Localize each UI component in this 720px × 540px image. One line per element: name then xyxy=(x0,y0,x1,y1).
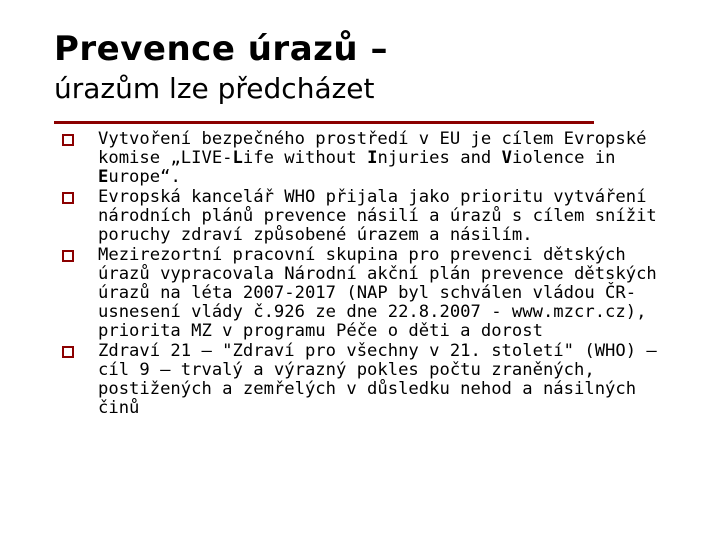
bullet-text-part: Mezirezortní pracovní skupina pro prevenci dětských úrazů vypracovala Národní akční plán prevence dětských úrazů na léta 2007-2017 (NAP byl schválen vládou ČR- usnesení vlády č.926 ze dne 22.8.2007 - www.mzcr.cz), priorita MZ v programu Péče o děti a dorost xyxy=(98,245,657,341)
bullet-text xyxy=(98,129,646,187)
bullet-text xyxy=(98,187,657,245)
hollow-square-icon xyxy=(62,250,74,262)
bold-letter: I xyxy=(367,148,378,168)
bullet-text-part: Vytvoření bezpečného prostředí v EU je cílem Evropské komise „LIVE- xyxy=(98,129,647,168)
bullet-item xyxy=(62,342,682,418)
bullet-text-part: Evropská kancelář WHO přijala jako prioritu vytváření národních plánů prevence násilí a úrazů s cílem snížit poruchy zdraví způsobené úrazem a násilím. xyxy=(98,187,657,245)
hollow-square-icon xyxy=(62,192,74,204)
bullet-text-part: urope“. xyxy=(108,167,181,187)
bullet-text xyxy=(98,341,657,418)
bullet-item xyxy=(62,188,682,245)
bullet-text xyxy=(98,245,657,341)
bullet-item xyxy=(62,246,682,341)
title-divider xyxy=(54,121,594,124)
bold-letter: L xyxy=(232,148,243,168)
hollow-square-icon xyxy=(62,346,74,358)
page-subtitle: úrazům lze předcházet xyxy=(54,72,375,106)
bullet-text-part: ife without xyxy=(242,148,368,168)
bullet-list xyxy=(62,130,682,419)
bullet-text-part: Zdraví 21 – "Zdraví pro všechny v 21. století" (WHO) – cíl 9 – trvalý a výrazný pokles počtu zraněných, postižených a zemřelých v důsledku nehod a násilných činů xyxy=(98,341,657,418)
hollow-square-icon xyxy=(62,134,74,146)
bullet-text-part: iolence in xyxy=(511,148,616,168)
page-title: Prevence úrazů – xyxy=(54,29,388,69)
bold-letter: V xyxy=(501,148,512,168)
bold-letter: E xyxy=(98,167,109,187)
slide-title xyxy=(54,30,388,105)
bullet-item xyxy=(62,130,682,187)
bullet-text-part: njuries and xyxy=(377,148,502,168)
